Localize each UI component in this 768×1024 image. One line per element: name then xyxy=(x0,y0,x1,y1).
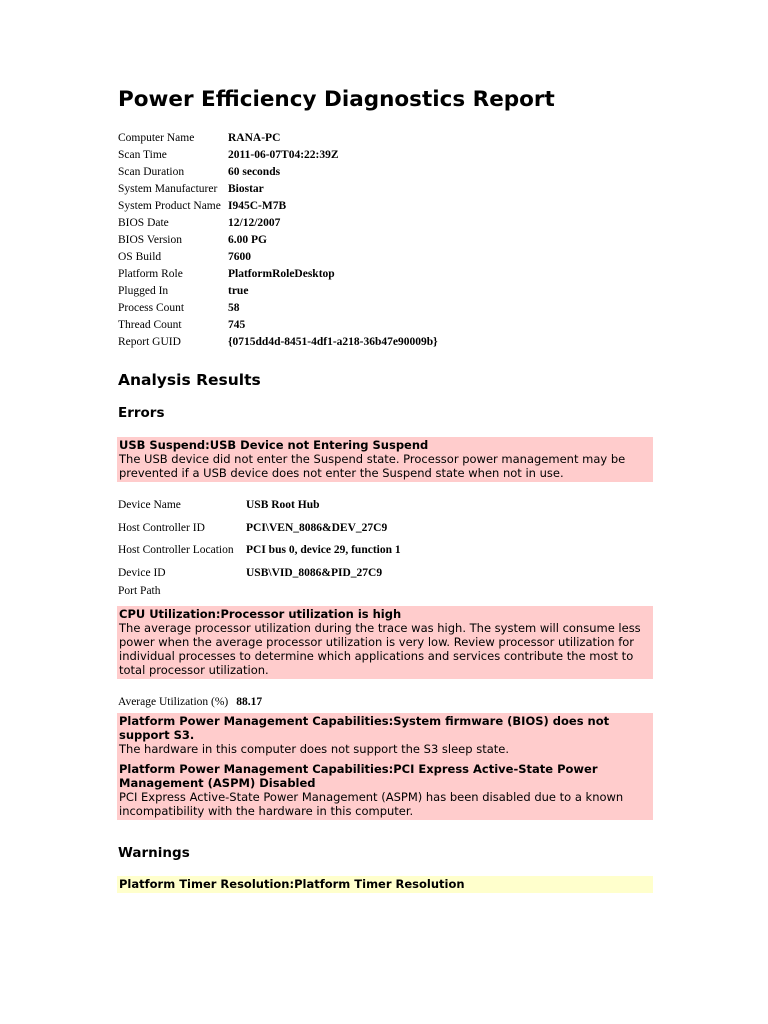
cpu-utilization-error-description: The average processor utilization during the trace was high. The system will consume less power when the average processor utilization is very low. Review processor utilization for individual processes to determine which applications and services contribute the most to total processor utilization. xyxy=(119,621,641,677)
info-key: OS Build xyxy=(118,250,162,263)
info-row xyxy=(118,146,438,163)
info-key: Process Count xyxy=(118,301,185,314)
usb-suspend-error-title: USB Suspend:USB Device not Entering Suspend xyxy=(119,438,429,452)
info-key: Report GUID xyxy=(118,335,181,348)
aspm-error-title: Platform Power Management Capabilities:PCI Express Active-State Power Management (ASPM) Disabled xyxy=(119,762,598,790)
detail-key: Host Controller Location xyxy=(118,544,234,557)
warnings-heading: Warnings xyxy=(118,845,190,861)
info-key: Platform Role xyxy=(118,267,183,280)
average-utilization-row xyxy=(118,694,262,710)
info-key: Plugged In xyxy=(118,284,169,297)
info-value: PlatformRoleDesktop xyxy=(228,267,335,280)
detail-row xyxy=(118,494,401,517)
info-key: System Product Name xyxy=(118,199,221,212)
usb-device-details xyxy=(118,494,401,598)
info-key: Scan Duration xyxy=(118,165,185,178)
info-key: BIOS Version xyxy=(118,233,183,246)
info-row xyxy=(118,197,438,214)
system-info-table xyxy=(118,129,438,350)
detail-value: USB Root Hub xyxy=(246,499,320,512)
info-row xyxy=(118,333,438,350)
info-value: 12/12/2007 xyxy=(228,216,281,229)
platform-timer-warning-title: Platform Timer Resolution:Platform Timer Resolution xyxy=(119,877,465,891)
detail-value: PCI bus 0, device 29, function 1 xyxy=(246,544,401,557)
info-value: RANA-PC xyxy=(228,131,281,144)
cpu-utilization-error-box xyxy=(117,606,653,679)
page-title: Power Efficiency Diagnostics Report xyxy=(118,87,555,112)
average-utilization-label: Average Utilization (%) xyxy=(118,696,229,708)
bios-s3-error-title: Platform Power Management Capabilities:System firmware (BIOS) does not support S3. xyxy=(119,714,610,742)
detail-row xyxy=(118,517,401,540)
platform-power-error-box xyxy=(117,713,653,820)
detail-key: Port Path xyxy=(118,585,161,597)
info-value: 58 xyxy=(228,301,240,314)
info-value: 745 xyxy=(228,318,246,331)
info-key: Thread Count xyxy=(118,318,182,331)
aspm-error-description: PCI Express Active-State Power Management (ASPM) has been disabled due to a known incompatibility with the hardware in this computer. xyxy=(119,790,624,818)
info-key: Computer Name xyxy=(118,131,195,144)
average-utilization-value: 88.17 xyxy=(236,696,263,708)
info-value: 6.00 PG xyxy=(228,233,267,246)
detail-key: Device ID xyxy=(118,566,166,579)
usb-suspend-error-description: The USB device did not enter the Suspend state. Processor power management may be prevented if a USB device does not enter the Suspend state when not in use. xyxy=(119,452,626,480)
detail-value: PCI\VEN_8086&DEV_27C9 xyxy=(246,521,388,534)
info-row xyxy=(118,180,438,197)
platform-timer-warning-box xyxy=(117,876,653,893)
info-row xyxy=(118,163,438,180)
analysis-results-heading: Analysis Results xyxy=(118,371,261,389)
info-row xyxy=(118,248,438,265)
detail-value: USB\VID_8086&PID_27C9 xyxy=(246,566,383,579)
info-value: I945C-M7B xyxy=(228,199,287,212)
detail-row xyxy=(118,539,401,562)
info-key: System Manufacturer xyxy=(118,182,218,195)
errors-heading: Errors xyxy=(118,405,165,421)
detail-row xyxy=(118,584,401,598)
info-value: 60 seconds xyxy=(228,165,281,178)
info-key: BIOS Date xyxy=(118,216,169,229)
detail-row xyxy=(118,562,401,585)
info-row xyxy=(118,129,438,146)
bios-s3-error-description: The hardware in this computer does not support the S3 sleep state. xyxy=(119,742,509,756)
info-row xyxy=(118,214,438,231)
info-row xyxy=(118,265,438,282)
info-row xyxy=(118,316,438,333)
info-value: 7600 xyxy=(228,250,251,263)
info-row xyxy=(118,299,438,316)
info-row xyxy=(118,231,438,248)
info-value: 2011-06-07T04:22:39Z xyxy=(228,148,339,161)
info-row xyxy=(118,282,438,299)
cpu-utilization-error-title: CPU Utilization:Processor utilization is high xyxy=(119,607,402,621)
usb-suspend-error-box xyxy=(117,437,653,482)
info-value: true xyxy=(228,284,249,297)
info-value: Biostar xyxy=(228,182,264,195)
detail-key: Device Name xyxy=(118,499,181,512)
detail-key: Host Controller ID xyxy=(118,521,205,534)
info-key: Scan Time xyxy=(118,148,167,161)
info-value: {0715dd4d-8451-4df1-a218-36b47e90009b} xyxy=(228,335,438,348)
